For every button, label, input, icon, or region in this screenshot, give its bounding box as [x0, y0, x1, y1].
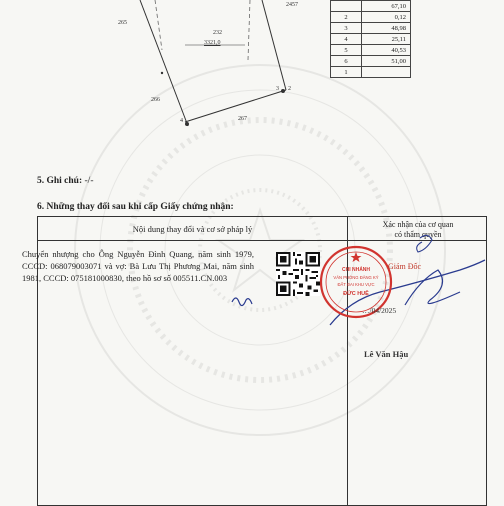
parcel-area: 3321,0	[204, 40, 221, 46]
notes-title: 5. Ghi chú:	[37, 176, 83, 186]
approval-date: …/04/2025	[362, 306, 397, 315]
parcel-number: 232	[213, 30, 222, 36]
parcel-left-boundary	[140, 0, 188, 126]
changes-header-content: Nội dung thay đổi và cơ sở pháp lý	[132, 224, 253, 234]
parcel-right-number: 2457	[286, 2, 298, 8]
initials-scribble	[230, 292, 254, 308]
edge-length-table	[330, 0, 411, 78]
table-row: 4 25,11	[331, 34, 411, 45]
parcel-left-number: 265	[118, 20, 127, 26]
signer-name: Lê Văn Hậu	[364, 349, 409, 359]
changes-header-authority: Xác nhận của cơ quan có thẩm quyền	[382, 220, 454, 239]
table-row: 5 40,53	[331, 45, 411, 56]
point-2-label: 2	[288, 86, 291, 92]
parcel-bottom-boundary	[185, 90, 286, 122]
notes-value: -/-	[82, 176, 94, 186]
director-title: Giám Đốc	[388, 262, 422, 271]
parcel-plot-map	[0, 0, 320, 140]
stamp-line-1: CHI NHÁNH	[341, 267, 371, 273]
point-4-label: 4	[180, 118, 183, 124]
parcel-right-boundary	[262, 0, 286, 90]
stamp-line-2: VĂN PHÒNG ĐĂNG KÝ	[333, 275, 379, 280]
changes-section-title: 6. Những thay đổi sau khi cấp Giấy chứng nhận:	[37, 202, 234, 212]
table-row: 1	[331, 67, 411, 78]
table-row: 6 51,00	[331, 56, 411, 67]
table-row: 2 0,12	[331, 12, 411, 23]
notes-section	[37, 176, 93, 186]
point-3-marker	[281, 89, 285, 93]
parcel-bottom-number: 267	[238, 116, 247, 122]
table-row: 67,10	[331, 1, 411, 12]
point-4-marker	[185, 122, 189, 126]
table-row: 3 48,98	[331, 23, 411, 34]
point-3-label: 3	[276, 86, 279, 92]
stamp-line-4: ĐỨC HUỆ	[343, 291, 369, 297]
transfer-content: Chuyển nhượng cho Ông Nguyễn Đình Quang, năm sinh 1979, CCCD: 068079003071 và vợ: Bà Lưu Thị Phương Mai, năm sinh 1981, CCCD: 075181000830, theo hồ sơ số 005511.CN.003	[22, 249, 254, 284]
parcel-bottom-left-number: 266	[151, 97, 160, 103]
stamp-line-3: ĐẤT ĐAI KHU VỰC	[337, 282, 375, 287]
